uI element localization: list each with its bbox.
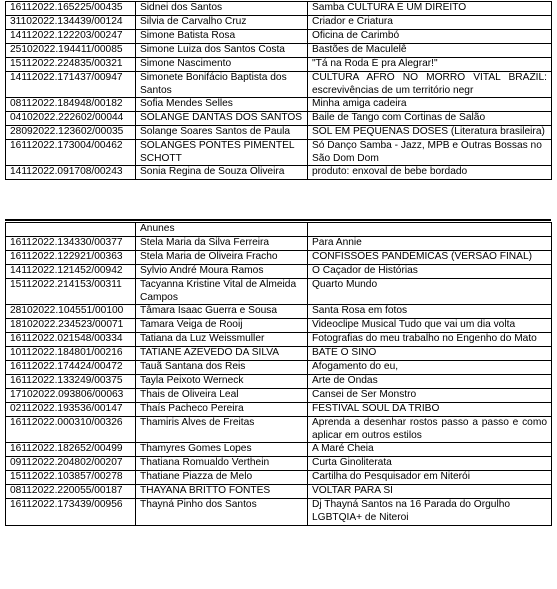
applicant-name-cell: Sidnei dos Santos <box>136 2 308 16</box>
table-row <box>6 112 552 126</box>
table-row <box>6 499 552 525</box>
project-title-cell: Criador e Criatura <box>308 16 552 30</box>
applicant-name-cell: Tamara Veiga de Rooij <box>136 319 308 333</box>
applicant-name-cell: Thayná Pinho dos Santos <box>136 499 308 525</box>
protocol-number-cell: 10112022.184801/00216 <box>6 347 136 361</box>
project-title-cell: Dj Thayná Santos na 16 Parada do Orgulho LGBTQIA+ de Niteroi <box>308 499 552 525</box>
protocol-number-cell: 15112022.224835/00321 <box>6 58 136 72</box>
project-title-cell: Oficina de Carimbó <box>308 30 552 44</box>
protocol-number-cell: 14112022.171437/00947 <box>6 72 136 98</box>
project-title-cell: Afogamento do eu, <box>308 361 552 375</box>
applicant-name-cell: Tayla Peixoto Werneck <box>136 375 308 389</box>
table-row <box>6 389 552 403</box>
table-row <box>6 361 552 375</box>
project-title-cell: Santa Rosa em fotos <box>308 305 552 319</box>
project-title-cell: Arte de Ondas <box>308 375 552 389</box>
protocol-number-cell: 02112022.193536/00147 <box>6 403 136 417</box>
applicant-name-cell: Thatiane Piazza de Melo <box>136 471 308 485</box>
table-row <box>6 237 552 251</box>
table-row <box>6 417 552 443</box>
project-title-cell: Bastões de Maculelê <box>308 44 552 58</box>
table-row <box>6 319 552 333</box>
protocol-number-cell: 16112022.122921/00363 <box>6 251 136 265</box>
applicant-name-cell: Thais de Oliveira Leal <box>136 389 308 403</box>
applicant-name-cell: Sylvio André Moura Ramos <box>136 265 308 279</box>
applicant-name-cell: Simonete Bonifácio Baptista dos Santos <box>136 72 308 98</box>
protocol-number-cell: 14112022.122203/00247 <box>6 30 136 44</box>
protocol-number-cell: 31102022.134439/00124 <box>6 16 136 30</box>
applicant-name-cell: Thamiris Alves de Freitas <box>136 417 308 443</box>
applicant-name-cell: Tauã Santana dos Reis <box>136 361 308 375</box>
table-row <box>6 140 552 166</box>
project-title-cell: CULTURA AFRO NO MORRO VITAL BRAZIL: escrevivências de um território negr <box>308 72 552 98</box>
applicant-name-cell: Solange Soares Santos de Paula <box>136 126 308 140</box>
table-row <box>6 166 552 180</box>
project-title-cell: "Tá na Roda É pra Alegrar!" <box>308 58 552 72</box>
table-row <box>6 471 552 485</box>
table-row <box>6 333 552 347</box>
applicant-name-cell: TATIANE AZEVEDO DA SILVA <box>136 347 308 361</box>
table-body-top <box>6 2 552 180</box>
project-title-cell: produto: enxoval de bebe bordado <box>308 166 552 180</box>
protocol-number-cell: 14112022.091708/00243 <box>6 166 136 180</box>
protocol-number-cell: 18102022.234523/00071 <box>6 319 136 333</box>
table-row <box>6 457 552 471</box>
project-title-cell: CONFISSÕES PANDÊMICAS (VERSÃO FINAL) <box>308 251 552 265</box>
table-body-bottom <box>6 223 552 526</box>
project-title-cell: BATE O SINO <box>308 347 552 361</box>
protocol-number-cell: 14112022.121452/00942 <box>6 265 136 279</box>
project-title-cell: Minha amiga cadeira <box>308 98 552 112</box>
project-title-cell: Só Danço Samba - Jazz, MPB e Outras Bossas no São Dom Dom <box>308 140 552 166</box>
project-title-cell: FESTIVAL SOUL DA TRIBO <box>308 403 552 417</box>
table-row <box>6 72 552 98</box>
project-title-cell: Curta Ginoliterata <box>308 457 552 471</box>
project-title-cell: Para Annie <box>308 237 552 251</box>
table-row <box>6 16 552 30</box>
table-row <box>6 375 552 389</box>
protocol-number-cell: 16112022.182652/00499 <box>6 443 136 457</box>
project-title-cell: Fotografias do meu trabalho no Engenho do Mato <box>308 333 552 347</box>
protocol-number-cell: 16112022.165225/00435 <box>6 2 136 16</box>
table-row <box>6 347 552 361</box>
protocol-number-cell: 16112022.133249/00375 <box>6 375 136 389</box>
applicant-name-cell: Thamyres Gomes Lopes <box>136 443 308 457</box>
applicant-name-cell: Thatiana Romualdo Verthein <box>136 457 308 471</box>
applicant-name-cell: SOLANGE DANTAS DOS SANTOS <box>136 112 308 126</box>
protocol-number-cell: 15112022.103857/00278 <box>6 471 136 485</box>
project-title-cell: Aprenda a desenhar rostos passo a passo e como aplicar em outros estilos <box>308 417 552 443</box>
project-title-cell: Cartilha do Pesquisador em Niterói <box>308 471 552 485</box>
registration-table-bottom <box>5 222 552 526</box>
table-row <box>6 265 552 279</box>
project-title-cell: Samba CULTURA É UM DIREITO <box>308 2 552 16</box>
applicant-name-cell: Silvia de Carvalho Cruz <box>136 16 308 30</box>
table-row <box>6 223 552 237</box>
applicant-name-cell: Sofia Mendes Selles <box>136 98 308 112</box>
protocol-number-cell: 15112022.214153/00311 <box>6 279 136 305</box>
applicant-name-cell: Simone Luiza dos Santos Costa <box>136 44 308 58</box>
project-title-cell: Videoclipe Musical Tudo que vai um dia volta <box>308 319 552 333</box>
protocol-number-cell: 16112022.021548/00334 <box>6 333 136 347</box>
protocol-number-cell: 16112022.000310/00326 <box>6 417 136 443</box>
applicant-name-cell: Stela Maria de Oliveira Fracho <box>136 251 308 265</box>
protocol-number-cell: 28102022.104551/00100 <box>6 305 136 319</box>
protocol-number-cell: 16112022.173004/00462 <box>6 140 136 166</box>
applicant-name-cell: Tâmara Isaac Guerra e Sousa <box>136 305 308 319</box>
project-title-cell: Quarto Mundo <box>308 279 552 305</box>
applicant-name-cell: SOLANGES PONTES PIMENTEL SCHOTT <box>136 140 308 166</box>
table-row <box>6 403 552 417</box>
table-row <box>6 485 552 499</box>
protocol-number-cell: 04102022.222602/00044 <box>6 112 136 126</box>
table-separator <box>5 219 551 221</box>
protocol-number-cell: 16112022.134330/00377 <box>6 237 136 251</box>
protocol-number-cell: 08112022.220055/00187 <box>6 485 136 499</box>
project-title-cell: A Maré Cheia <box>308 443 552 457</box>
protocol-number-cell: 25102022.194411/00085 <box>6 44 136 58</box>
applicant-name-cell: Anunes <box>136 223 308 237</box>
applicant-name-cell: Simone Nascimento <box>136 58 308 72</box>
protocol-number-cell <box>6 223 136 237</box>
applicant-name-cell: Stela Maria da Silva Ferreira <box>136 237 308 251</box>
registration-table-top <box>5 1 552 180</box>
applicant-name-cell: Thaís Pacheco Pereira <box>136 403 308 417</box>
applicant-name-cell: Tatiana da Luz Weissmuller <box>136 333 308 347</box>
protocol-number-cell: 28092022.123602/00035 <box>6 126 136 140</box>
applicant-name-cell: Sonia Regina de Souza Oliveira <box>136 166 308 180</box>
table-row <box>6 44 552 58</box>
table-row <box>6 2 552 16</box>
table-row <box>6 305 552 319</box>
project-title-cell: O Caçador de Histórias <box>308 265 552 279</box>
table-row <box>6 251 552 265</box>
table-row <box>6 30 552 44</box>
table-row <box>6 279 552 305</box>
protocol-number-cell: 17102022.093806/00063 <box>6 389 136 403</box>
protocol-number-cell: 08112022.184948/00182 <box>6 98 136 112</box>
project-title-cell: Cansei de Ser Monstro <box>308 389 552 403</box>
table-row <box>6 126 552 140</box>
project-title-cell: SOL EM PEQUENAS DOSES (Literatura brasileira) <box>308 126 552 140</box>
protocol-number-cell: 16112022.173439/00956 <box>6 499 136 525</box>
applicant-name-cell: THAYANA BRITTO FONTES <box>136 485 308 499</box>
applicant-name-cell: Simone Batista Rosa <box>136 30 308 44</box>
project-title-cell: VOLTAR PARA SI <box>308 485 552 499</box>
project-title-cell: Baile de Tango com Cortinas de Salão <box>308 112 552 126</box>
project-title-cell <box>308 223 552 237</box>
table-row <box>6 58 552 72</box>
protocol-number-cell: 16112022.174424/00472 <box>6 361 136 375</box>
protocol-number-cell: 09112022.204802/00207 <box>6 457 136 471</box>
table-row <box>6 443 552 457</box>
applicant-name-cell: Tacyanna Kristine Vital de Almeida Campos <box>136 279 308 305</box>
table-row <box>6 98 552 112</box>
